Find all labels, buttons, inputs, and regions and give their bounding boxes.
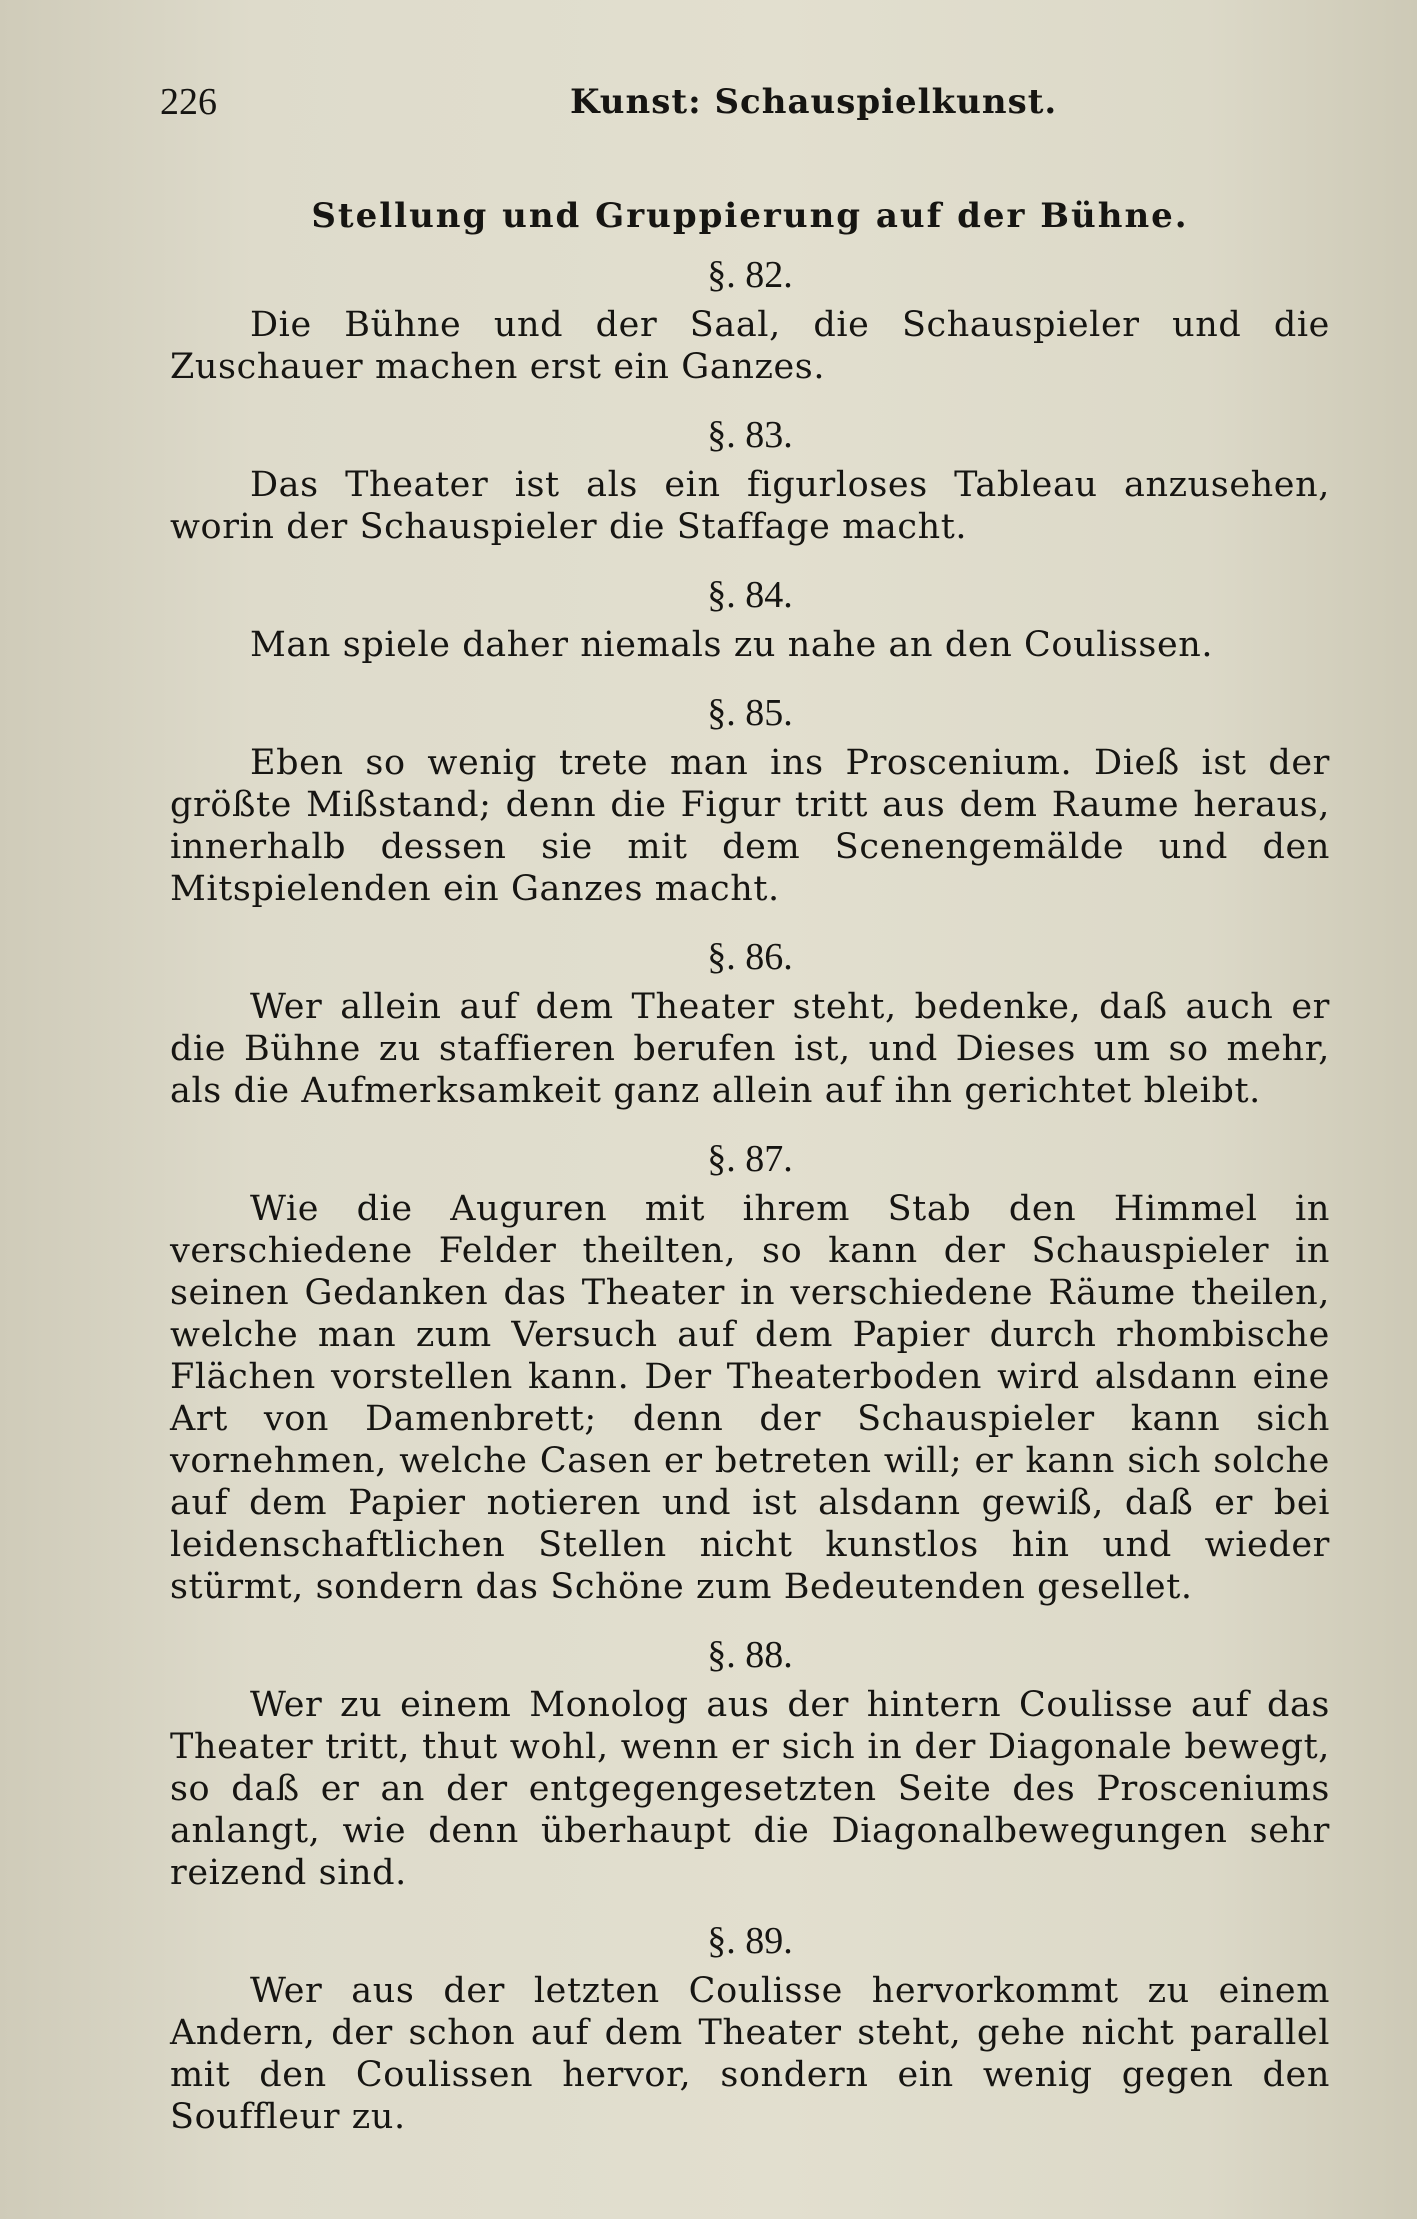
paragraph-text: Wer aus der letzten Coulisse hervorkommt zu einem Andern, der schon auf dem Theater steht, gehe nicht parallel mit den Coulissen hervor, sondern ein wenig gegen den Souffleur zu.	[170, 1971, 1330, 2137]
page-number: 226	[160, 81, 217, 123]
paragraph-84	[170, 570, 1330, 666]
paragraph-number: §. 86.	[707, 936, 793, 978]
paragraph-85	[170, 688, 1330, 910]
paragraph-text: Man spiele daher niemals zu nahe an den Coulissen.	[250, 625, 1214, 665]
running-head	[160, 80, 1330, 140]
paragraph-text: Das Theater ist als ein figurloses Tableau anzusehen, worin der Schauspieler die Staffage macht.	[170, 465, 1330, 547]
paragraph-number: §. 85.	[707, 692, 793, 734]
section-heading: Stellung und Gruppierung auf der Bühne.	[311, 196, 1189, 236]
paragraph-number: §. 83.	[707, 414, 793, 456]
paragraph-number: §. 84.	[707, 574, 793, 616]
paragraph-88	[170, 1630, 1330, 1894]
paragraph-82	[170, 250, 1330, 388]
paragraph-text: Wer allein auf dem Theater steht, bedenke, daß auch er die Bühne zu staffieren berufen ist, und Dieses um so mehr, als die Aufmerksamkeit ganz allein auf ihn gerichtet bleibt.	[170, 987, 1330, 1111]
paragraph-text: Die Bühne und der Saal, die Schauspieler und die Zuschauer machen erst ein Ganzes.	[170, 305, 1330, 387]
text-column	[170, 196, 1330, 2160]
paragraph-number: §. 88.	[707, 1634, 793, 1676]
paragraph-86	[170, 932, 1330, 1112]
paragraph-text: Wer zu einem Monolog aus der hintern Coulisse auf das Theater tritt, thut wohl, wenn er sich in der Diagonale bewegt, so daß er an der entgegengesetzten Seite des Prosceniums anlangt, wie denn überhaupt die Diagonalbewegungen sehr reizend sind.	[170, 1685, 1330, 1893]
paragraph-83	[170, 410, 1330, 548]
paragraph-89	[170, 1916, 1330, 2138]
paragraph-number: §. 82.	[707, 254, 793, 296]
paragraph-text: Wie die Auguren mit ihrem Stab den Himmel in verschiedene Felder theilten, so kann der Schauspieler in seinen Gedanken das Theater in verschiedene Räume theilen, welche man zum Versuch auf dem Papier durch rhombische Flächen vorstellen kann. Der Theaterboden wird alsdann eine Art von Damenbrett; denn der Schauspieler kann sich vornehmen, welche Casen er betreten will; er kann sich solche auf dem Papier notieren und ist alsdann gewiß, daß er bei leidenschaftlichen Stellen nicht kunstlos hin und wieder stürmt, sondern das Schöne zum Bedeutenden gesellet.	[170, 1189, 1330, 1607]
paragraph-87	[170, 1134, 1330, 1608]
paragraph-number: §. 89.	[707, 1920, 793, 1962]
paragraph-text: Eben so wenig trete man ins Proscenium. Dieß ist der größte Mißstand; denn die Figur tritt aus dem Raume heraus, innerhalb dessen sie mit dem Scenengemälde und den Mitspielenden ein Ganzes macht.	[170, 743, 1330, 909]
paragraph-number: §. 87.	[707, 1138, 793, 1180]
running-title: Kunst: Schauspielkunst.	[570, 82, 1058, 122]
